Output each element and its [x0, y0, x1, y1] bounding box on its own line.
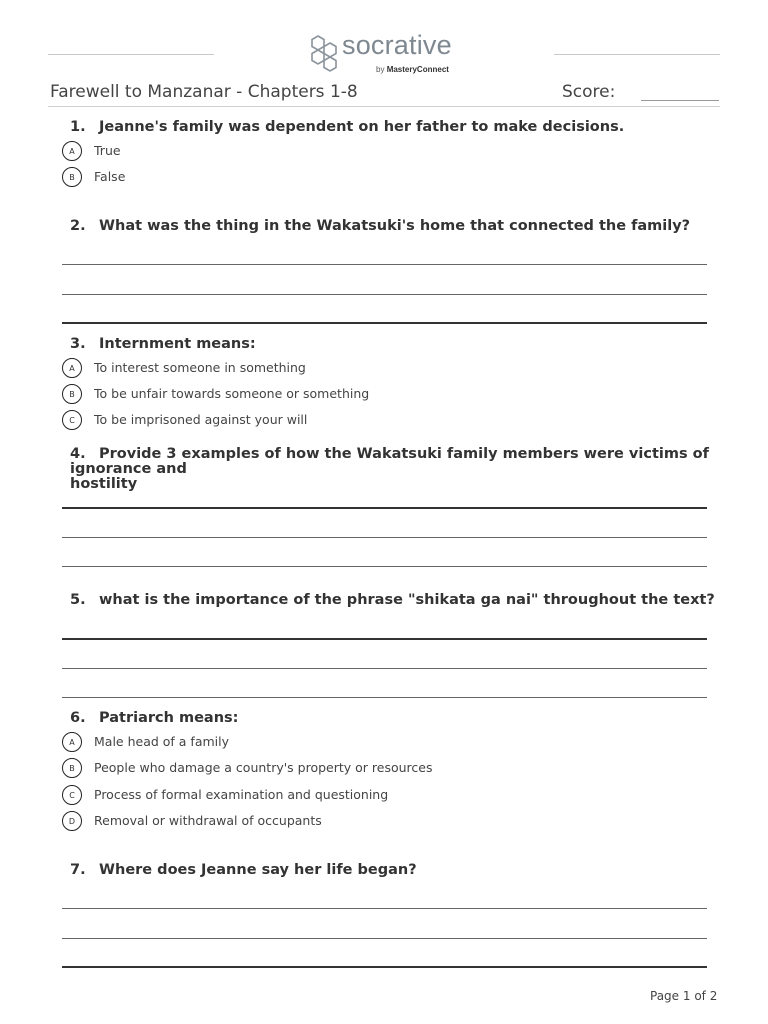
answer-line[interactable] [62, 697, 707, 698]
option-bubble-a[interactable]: A [62, 141, 82, 161]
answer-line[interactable] [62, 938, 707, 939]
question-2: 2. What was the thing in the Wakatsuki's home that connected the family? [70, 218, 691, 234]
answer-line[interactable] [62, 322, 707, 324]
option-bubble-c[interactable]: C [62, 785, 82, 805]
header-rule-right [554, 54, 720, 55]
logo-byline: by MasteryConnect [376, 65, 449, 74]
option-bubble-b[interactable]: B [62, 167, 82, 187]
answer-line[interactable] [62, 566, 707, 567]
answer-line[interactable] [62, 264, 707, 265]
header-rule-left [48, 54, 214, 55]
logo-wordmark: socrative [342, 30, 452, 60]
document-title: Farewell to Manzanar - Chapters 1-8 [50, 82, 358, 102]
option-bubble-a[interactable]: A [62, 358, 82, 378]
question-5: 5. what is the importance of the phrase "shikata ga nai" throughout the text? [70, 592, 715, 608]
option-bubble-c[interactable]: C [62, 410, 82, 430]
question-4: 4. Provide 3 examples of how the Wakatsuki family members were victims of ignorance and hostility [70, 446, 709, 492]
answer-line[interactable] [62, 908, 707, 909]
answer-line[interactable] [62, 507, 707, 509]
answer-line[interactable] [62, 966, 707, 968]
question-7: 7. Where does Jeanne say her life began? [70, 862, 417, 878]
socrative-logo [306, 30, 466, 78]
option-bubble-b[interactable]: B [62, 758, 82, 778]
option-bubble-b[interactable]: B [62, 384, 82, 404]
question-6: 6. Patriarch means: [70, 710, 239, 726]
score-field[interactable] [641, 100, 719, 101]
answer-line[interactable] [62, 294, 707, 295]
option-bubble-d[interactable]: D [62, 811, 82, 831]
option-bubble-a[interactable]: A [62, 732, 82, 752]
hexagon-logo-icon [306, 34, 342, 74]
answer-line[interactable] [62, 537, 707, 538]
question-1: 1. Jeanne's family was dependent on her father to make decisions. [70, 119, 625, 135]
page-number: Page 1 of 2 [650, 989, 718, 1003]
answer-line[interactable] [62, 638, 707, 640]
score-label: Score: [562, 82, 616, 102]
answer-line[interactable] [62, 668, 707, 669]
title-divider [48, 106, 720, 107]
question-3: 3. Internment means: [70, 336, 256, 352]
title-row [50, 80, 720, 106]
